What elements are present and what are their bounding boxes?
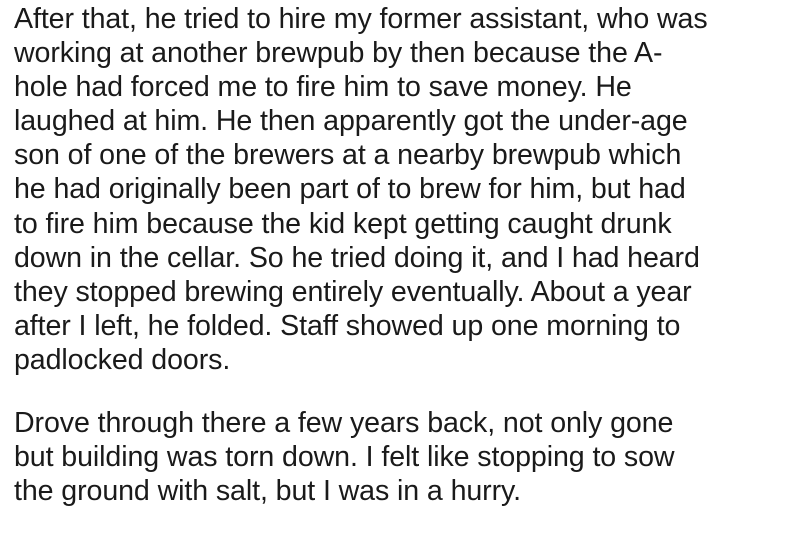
text-line: he had originally been part of to brew for him, but had <box>14 173 686 206</box>
text-line: working at another brewpub by then because the A- <box>14 37 663 70</box>
text-line: Drove through there a few years back, not only gone <box>14 407 674 440</box>
post-body <box>14 2 794 508</box>
text-line: After that, he tried to hire my former assistant, who was <box>14 3 708 35</box>
paragraph-2 <box>14 406 794 508</box>
text-line: hole had forced me to fire him to save money. He <box>14 71 632 104</box>
text-line: son of one of the brewers at a nearby brewpub which <box>14 139 682 172</box>
text-line: laughed at him. He then apparently got the under-age <box>14 105 688 138</box>
text-line: to fire him because the kid kept getting caught drunk <box>14 207 672 240</box>
paragraph-gap <box>14 377 794 406</box>
text-line: they stopped brewing entirely eventually. About a year <box>14 275 692 308</box>
text-line: after I left, he folded. Staff showed up one morning to <box>14 309 681 342</box>
text-line: the ground with salt, but I was in a hurry. <box>14 475 521 508</box>
text-line: down in the cellar. So he tried doing it, and I had heard <box>14 241 700 274</box>
text-line: padlocked doors. <box>14 343 231 376</box>
paragraph-1 <box>14 2 794 377</box>
text-line: but building was torn down. I felt like stopping to sow <box>14 441 675 474</box>
